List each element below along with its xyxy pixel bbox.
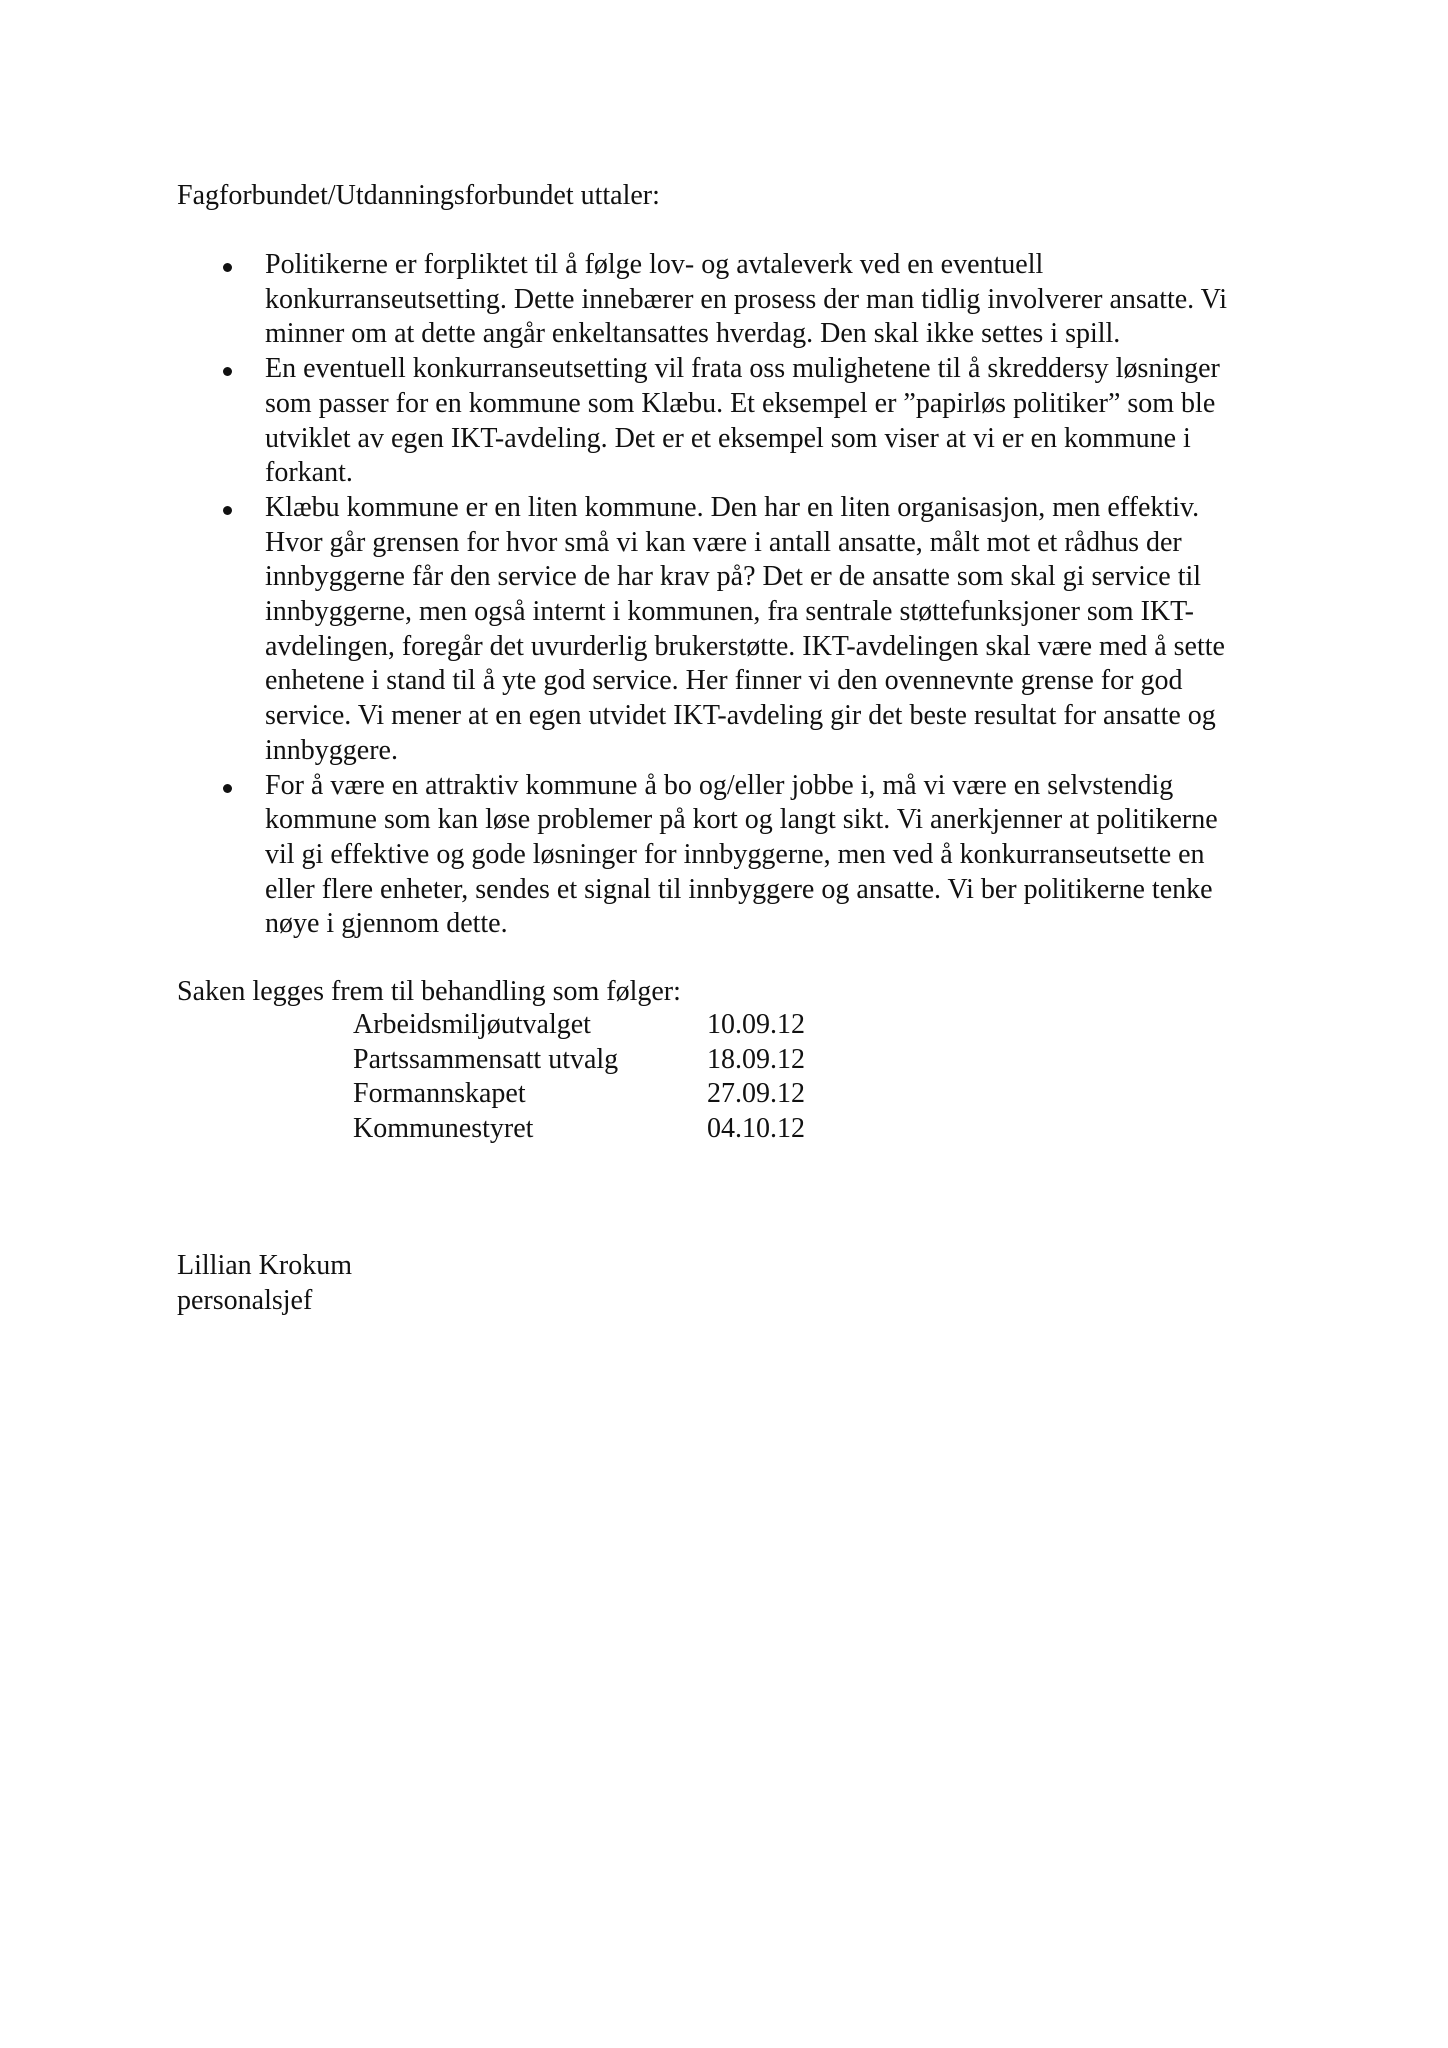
bullet-line: innbyggerne, men også internt i kommunen, fra sentrale støttefunksjoner som IKT-	[265, 596, 1194, 628]
schedule-row	[353, 1043, 805, 1078]
schedule-date: 18.09.12	[707, 1043, 805, 1075]
signature-name: Lillian Krokum	[177, 1250, 352, 1281]
meeting-schedule	[353, 1008, 805, 1146]
bullet-line: konkurranseutsetting. Dette innebærer en prosess der man tidlig involverer ansatte. Vi	[265, 283, 1227, 315]
schedule-row	[353, 1077, 805, 1112]
signature-title: personalsjef	[177, 1285, 313, 1316]
list-item	[177, 769, 1297, 943]
signature-block	[177, 1248, 352, 1318]
bullet-line: innbyggerne får den service de har krav på? Det er de ansatte som skal gi service til	[265, 561, 1202, 593]
schedule-date: 27.09.12	[707, 1078, 805, 1109]
bullet-line: kommune som kan løse problemer på kort og langt sikt. Vi anerkjenner at politikerne	[265, 804, 1218, 836]
list-item	[177, 352, 1297, 491]
schedule-row	[353, 1008, 805, 1043]
bullet-icon	[223, 784, 232, 793]
list-item	[177, 248, 1297, 352]
schedule-body: Partssammensatt utvalg	[353, 1043, 619, 1075]
bullet-line: service. Vi mener at en egen utvidet IKT-avdeling gir det beste resultat for ansatte og	[265, 700, 1216, 732]
bullet-line: nøye i gjennom dette.	[265, 908, 508, 940]
schedule-body: Arbeidsmiljøutvalget	[353, 1009, 591, 1040]
schedule-body: Kommunestyret	[353, 1112, 534, 1144]
list-item	[177, 491, 1297, 769]
bullet-line: Klæbu kommune er en liten kommune. Den har en liten organisasjon, men effektiv.	[265, 491, 1200, 523]
bullet-line: eller flere enheter, sendes et signal til innbyggere og ansatte. Vi ber politikerne tenke	[265, 873, 1213, 905]
bullet-line: En eventuell konkurranseutsetting vil frata oss mulighetene til å skreddersy løsninger	[265, 353, 1220, 385]
bullet-line: innbyggere.	[265, 734, 398, 766]
bullet-line: utviklet av egen IKT-avdeling. Det er et eksempel som viser at vi er en kommune i	[265, 422, 1191, 454]
bullet-line: minner om at dette angår enkeltansattes hverdag. Den skal ikke settes i spill.	[265, 318, 1121, 350]
intro-heading: Fagforbundet/Utdanningsforbundet uttaler:	[177, 180, 660, 211]
schedule-date: 10.09.12	[707, 1009, 805, 1040]
bullet-line: Politikerne er forpliktet til å følge lov- og avtaleverk ved en eventuell	[265, 249, 1044, 280]
schedule-date: 04.10.12	[707, 1112, 805, 1144]
bullet-line: For å være en attraktiv kommune å bo og/eller jobbe i, må vi være en selvstendig	[265, 769, 1174, 801]
bullet-icon	[223, 263, 232, 272]
bullet-line: enhetene i stand til å yte god service. Her finner vi den ovennevnte grense for god	[265, 665, 1183, 697]
statement-list	[177, 248, 1297, 942]
bullet-line: avdelingen, foregår det uvurderlig brukerstøtte. IKT-avdelingen skal være med å sette	[265, 630, 1225, 662]
bullet-icon	[223, 367, 232, 376]
bullet-line: som passer for en kommune som Klæbu. Et eksempel er ”papirløs politiker” som ble	[265, 387, 1216, 419]
schedule-body: Formannskapet	[353, 1078, 526, 1109]
bullet-line: vil gi effektive og gode løsninger for innbyggerne, men ved å konkurranseutsette en	[265, 838, 1205, 870]
bullet-icon	[223, 506, 232, 515]
schedule-intro: Saken legges frem til behandling som følger:	[177, 976, 681, 1007]
bullet-line: forkant.	[265, 457, 353, 489]
schedule-row	[353, 1112, 805, 1147]
bullet-line: Hvor går grensen for hvor små vi kan være i antall ansatte, målt mot et rådhus der	[265, 526, 1182, 558]
